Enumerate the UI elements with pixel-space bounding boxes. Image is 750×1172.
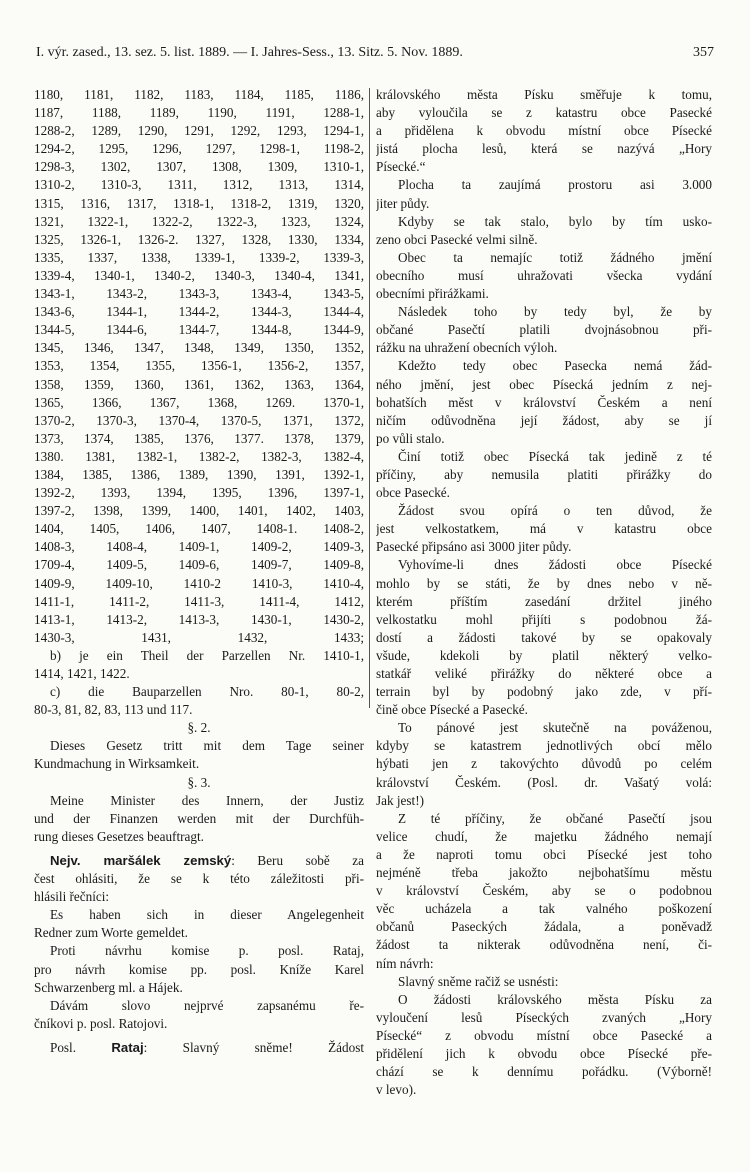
parcel-line: 1187, 1188, 1189, 1190, 1191, 1288-1,: [34, 105, 364, 121]
text-line: Slavný sněme račiž se usnésti:: [398, 973, 559, 989]
parcel-line: 1408-3, 1408-4, 1409-1, 1409-2, 1409-3,: [34, 539, 364, 555]
davam-line-1: Dávám slovo nejprvé zapsanému ře-: [50, 997, 364, 1013]
parcel-line: 1411-1, 1411-2, 1411-3, 1411-4, 1412,: [34, 593, 364, 609]
section-3-line-3: rung dieses Gesetzes beauftragt.: [34, 828, 204, 844]
text-line: jest velkostatkem, má v katastru obce: [376, 521, 712, 537]
text-line: Kdežto tedy obec Pasecka nemá žád-: [398, 358, 712, 374]
text-line: O žádosti královského města Písku za: [398, 991, 712, 1007]
parcel-line: 1325, 1326-1, 1326-2. 1327, 1328, 1330, 1334,: [34, 231, 364, 247]
rataj-prefix: Posl.: [50, 1039, 77, 1055]
text-line: dostí a žádosti takové by se opakovaly: [376, 629, 712, 645]
text-line: ním návrh:: [376, 955, 434, 971]
parcel-line: 1180, 1181, 1182, 1183, 1184, 1185, 1186,: [34, 87, 364, 102]
rataj-text: : Slavný sněme! Žádost: [143, 1039, 364, 1055]
left-column: [34, 86, 364, 1057]
text-line: Plocha ta zaujímá prostoru asi 3.000: [398, 177, 712, 193]
text-line: Činí totiž obec Písecká tak jedině z té: [398, 448, 712, 464]
text-line: jistá plocha lesů, která se nazývá „Hory: [376, 141, 712, 157]
running-head: I. výr. zased., 13. sez. 5. list. 1889. — I. Jahres-Sess., 13. Sitz. 5. Nov. 1889.: [36, 45, 463, 60]
text-line: přidělení jich k obvodu obce Písecké pře-: [376, 1045, 712, 1061]
section-2-line-1: Dieses Gesetz tritt mit dem Tage seiner: [50, 738, 364, 754]
text-line: chází se k dennímu pořádku. (Výborně!: [376, 1064, 712, 1080]
text-line: království Českém. (Posl. dr. Vašatý volá:: [376, 774, 712, 790]
parcel-line: 1339-4, 1340-1, 1340-2, 1340-3, 1340-4, 1341,: [34, 267, 364, 283]
page-number: 357: [693, 45, 714, 60]
text-line: žádost ta nikterak odůvodněna není, či-: [376, 937, 712, 953]
marshal-line-1: [34, 852, 364, 870]
text-line: příčiny, aby nemusila platiti přirážky do: [376, 466, 712, 482]
parcel-line: 1288-2, 1289, 1290, 1291, 1292, 1293, 1294-1,: [34, 123, 364, 139]
text-line: a že naproti tomu obci Písecké jest toho: [376, 846, 712, 862]
text-line: zeno obci Pasecké velmi silně.: [376, 231, 538, 247]
section-3-line-1: Meine Minister des Innern, der Justiz: [50, 792, 364, 808]
proti-line-3: Schwarzenberg ml. a Hájek.: [34, 979, 183, 995]
section-3-heading: §. 3.: [187, 774, 211, 790]
text-line: bohatších měst v království Českém a není: [376, 394, 712, 410]
text-line: Žádost svou opírá o ten důvod, že: [398, 503, 712, 519]
text-line: Jak jest!): [376, 792, 424, 808]
clause-c-line-1: c) die Bauparzellen Nro. 80-1, 80-2,: [50, 684, 364, 700]
marshal-german-line-1: Es haben sich in dieser Angelegenheit: [50, 907, 364, 923]
speaker-rataj: Rataj: [111, 1039, 144, 1055]
parcel-line: 1344-5, 1344-6, 1344-7, 1344-8, 1344-9,: [34, 322, 364, 338]
text-line: kterém příštím zasedání držitel jiného: [376, 593, 712, 609]
parcel-line: 1380. 1381, 1382-1, 1382-2, 1382-3, 1382-4,: [34, 448, 364, 464]
text-line: hýbati jen z takovýchto důvodů po celém: [376, 756, 712, 772]
text-line: velkostatku mohl přijíti s podobnou žá-: [376, 611, 712, 627]
page-header: [36, 45, 714, 69]
text-line: obecního musí uhražovati všecka vydání: [376, 267, 712, 283]
text-line: v království Českém, aby se o podobnou: [376, 883, 712, 899]
parcel-line: 1392-2, 1393, 1394, 1395, 1396, 1397-1,: [34, 485, 364, 501]
parcel-line: 1358, 1359, 1360, 1361, 1362, 1363, 1364,: [34, 376, 364, 392]
proti-line-2: pro návrh komise pp. posl. Kníže Karel: [34, 961, 364, 977]
text-line: Z té příčiny, že občané Pasečtí jsou: [398, 810, 712, 826]
rataj-line: [34, 1039, 364, 1057]
section-2-line-2: Kundmachung in Wirksamkeit.: [34, 756, 200, 772]
text-line: kdyby se katastrem jednotlivých obcí mělo: [376, 738, 712, 754]
text-line: a přidělena k obvodu místní obce Písecké: [376, 123, 712, 139]
right-column: [376, 86, 712, 1099]
parcel-line: 1345, 1346, 1347, 1348, 1349, 1350, 1352,: [34, 340, 364, 356]
text-line: mohlo by se státi, že by dnes nebo v ně-: [376, 575, 712, 591]
parcel-line: 1709-4, 1409-5, 1409-6, 1409-7, 1409-8,: [34, 557, 364, 573]
clause-b-line-1: b) je ein Theil der Parzellen Nr. 1410-1,: [50, 647, 364, 663]
text-line: Písecké.“: [376, 159, 426, 175]
text-line: všude, kdekoli by platil některý velko-: [376, 647, 712, 663]
text-line: statkář veliké přirážky do některé obce a: [376, 666, 712, 681]
text-line: Písecké“ z obvodu místní obce Pasecké a: [376, 1027, 712, 1043]
text-line: obecními přirážkami.: [376, 286, 489, 302]
parcel-line: 1335, 1337, 1338, 1339-1, 1339-2, 1339-3,: [34, 249, 364, 265]
parcel-line: 1343-1, 1343-2, 1343-3, 1343-4, 1343-5,: [34, 286, 364, 302]
text-line: rážku na uhražení obecních výloh.: [376, 340, 558, 356]
text-line: Vyhovíme-li dnes žádosti obce Písecké: [398, 557, 712, 573]
text-line: v levo).: [376, 1082, 417, 1098]
parcel-line: 1370-2, 1370-3, 1370-4, 1370-5, 1371, 1372,: [34, 412, 364, 428]
parcel-line: 1430-3, 1431, 1432, 1433;: [34, 629, 364, 645]
marshal-german-line-2: Redner zum Worte gemeldet.: [34, 925, 188, 941]
text-line: To pánové jest skutečně na pováženou,: [398, 720, 712, 736]
text-line: jiter půdy.: [376, 195, 430, 211]
text-line: Obec ta nemajíc totiž žádného jmění: [398, 249, 712, 265]
text-line: Následek toho by tedy byl, že by: [398, 304, 712, 320]
section-3-line-2: und der Finanzen werden mit der Durchfüh-: [34, 810, 364, 826]
parcel-line: 1413-1, 1413-2, 1413-3, 1430-1, 1430-2,: [34, 611, 364, 627]
parcel-line: 1373, 1374, 1385, 1376, 1377. 1378, 1379,: [34, 430, 364, 446]
text-line: vyloučení lesů Píseckých zvaných „Hory: [376, 1009, 712, 1025]
parcel-line: 1294-2, 1295, 1296, 1297, 1298-1, 1198-2,: [34, 141, 364, 157]
parcel-line: 1384, 1385, 1386, 1389, 1390, 1391, 1392-1,: [34, 466, 364, 482]
text-line: ného jmění, jest obec Písecká jedním z nej-: [376, 376, 712, 392]
parcel-line: 1310-2, 1310-3, 1311, 1312, 1313, 1314,: [34, 177, 364, 193]
parcel-number-list: [34, 86, 364, 647]
text-line: Pasecké připsáno asi 3000 jiter půdy.: [376, 539, 572, 555]
marshal-text: : Beru sobě za: [231, 852, 364, 868]
parcel-line: 1315, 1316, 1317, 1318-1, 1318-2, 1319, 1320,: [34, 195, 364, 211]
parcel-line: 1404, 1405, 1406, 1407, 1408-1. 1408-2,: [34, 521, 364, 537]
text-line: čině obce Písecké a Pasecké.: [376, 702, 528, 718]
parcel-line: 1365, 1366, 1367, 1368, 1269. 1370-1,: [34, 394, 364, 410]
speaker-name: Nejv. maršálek zemský: [50, 852, 232, 868]
parcel-line: 1353, 1354, 1355, 1356-1, 1356-2, 1357,: [34, 358, 364, 374]
davam-line-2: čníkovi p. posl. Ratojovi.: [34, 1015, 168, 1031]
column-divider: [369, 88, 370, 708]
clause-b-line-2: 1414, 1421, 1422.: [34, 666, 130, 681]
text-line: královského města Písku směřuje k tomu,: [376, 87, 712, 102]
clause-c-line-2: 80-3, 81, 82, 83, 113 und 117.: [34, 702, 193, 718]
text-line: velice chudí, že majetku žádného nemají: [376, 828, 712, 844]
text-line: obce Pasecké.: [376, 485, 450, 501]
text-line: aby vyloučila se z katastru obce Pasecké: [376, 105, 712, 121]
text-line: nejméně třeba jakožto nejbohatšímu městu: [376, 865, 712, 881]
text-line: terrain byl by podobný jako zde, v pří-: [376, 684, 712, 700]
text-line: občané Pasečtí platili dvojnásobnou při-: [376, 322, 712, 338]
text-line: věc ucházela a tak valného poškození: [376, 901, 712, 917]
parcel-line: 1298-3, 1302, 1307, 1308, 1309, 1310-1,: [34, 159, 364, 175]
parcel-line: 1343-6, 1344-1, 1344-2, 1344-3, 1344-4,: [34, 304, 364, 320]
marshal-line-3: hlásili řečníci:: [34, 889, 110, 905]
section-2-heading: §. 2.: [187, 720, 211, 736]
text-line: ničím odůvodněna její žádost, aby se jí: [376, 412, 712, 428]
parcel-line: 1409-9, 1409-10, 1410-2 1410-3, 1410-4,: [34, 575, 364, 591]
marshal-line-2: čest ohlásiti, že se k této záležitosti při-: [34, 871, 364, 887]
text-line: občanů Paseckých žádala, a poněvadž: [376, 919, 712, 935]
text-line: Kdyby se tak stalo, bylo by tím usko-: [398, 213, 712, 229]
parcel-line: 1397-2, 1398, 1399, 1400, 1401, 1402, 1403,: [34, 503, 364, 519]
parcel-line: 1321, 1322-1, 1322-2, 1322-3, 1323, 1324,: [34, 213, 364, 229]
text-line: po vůli stalo.: [376, 430, 445, 446]
proti-line-1: Proti návrhu komise p. posl. Rataj,: [50, 943, 364, 959]
